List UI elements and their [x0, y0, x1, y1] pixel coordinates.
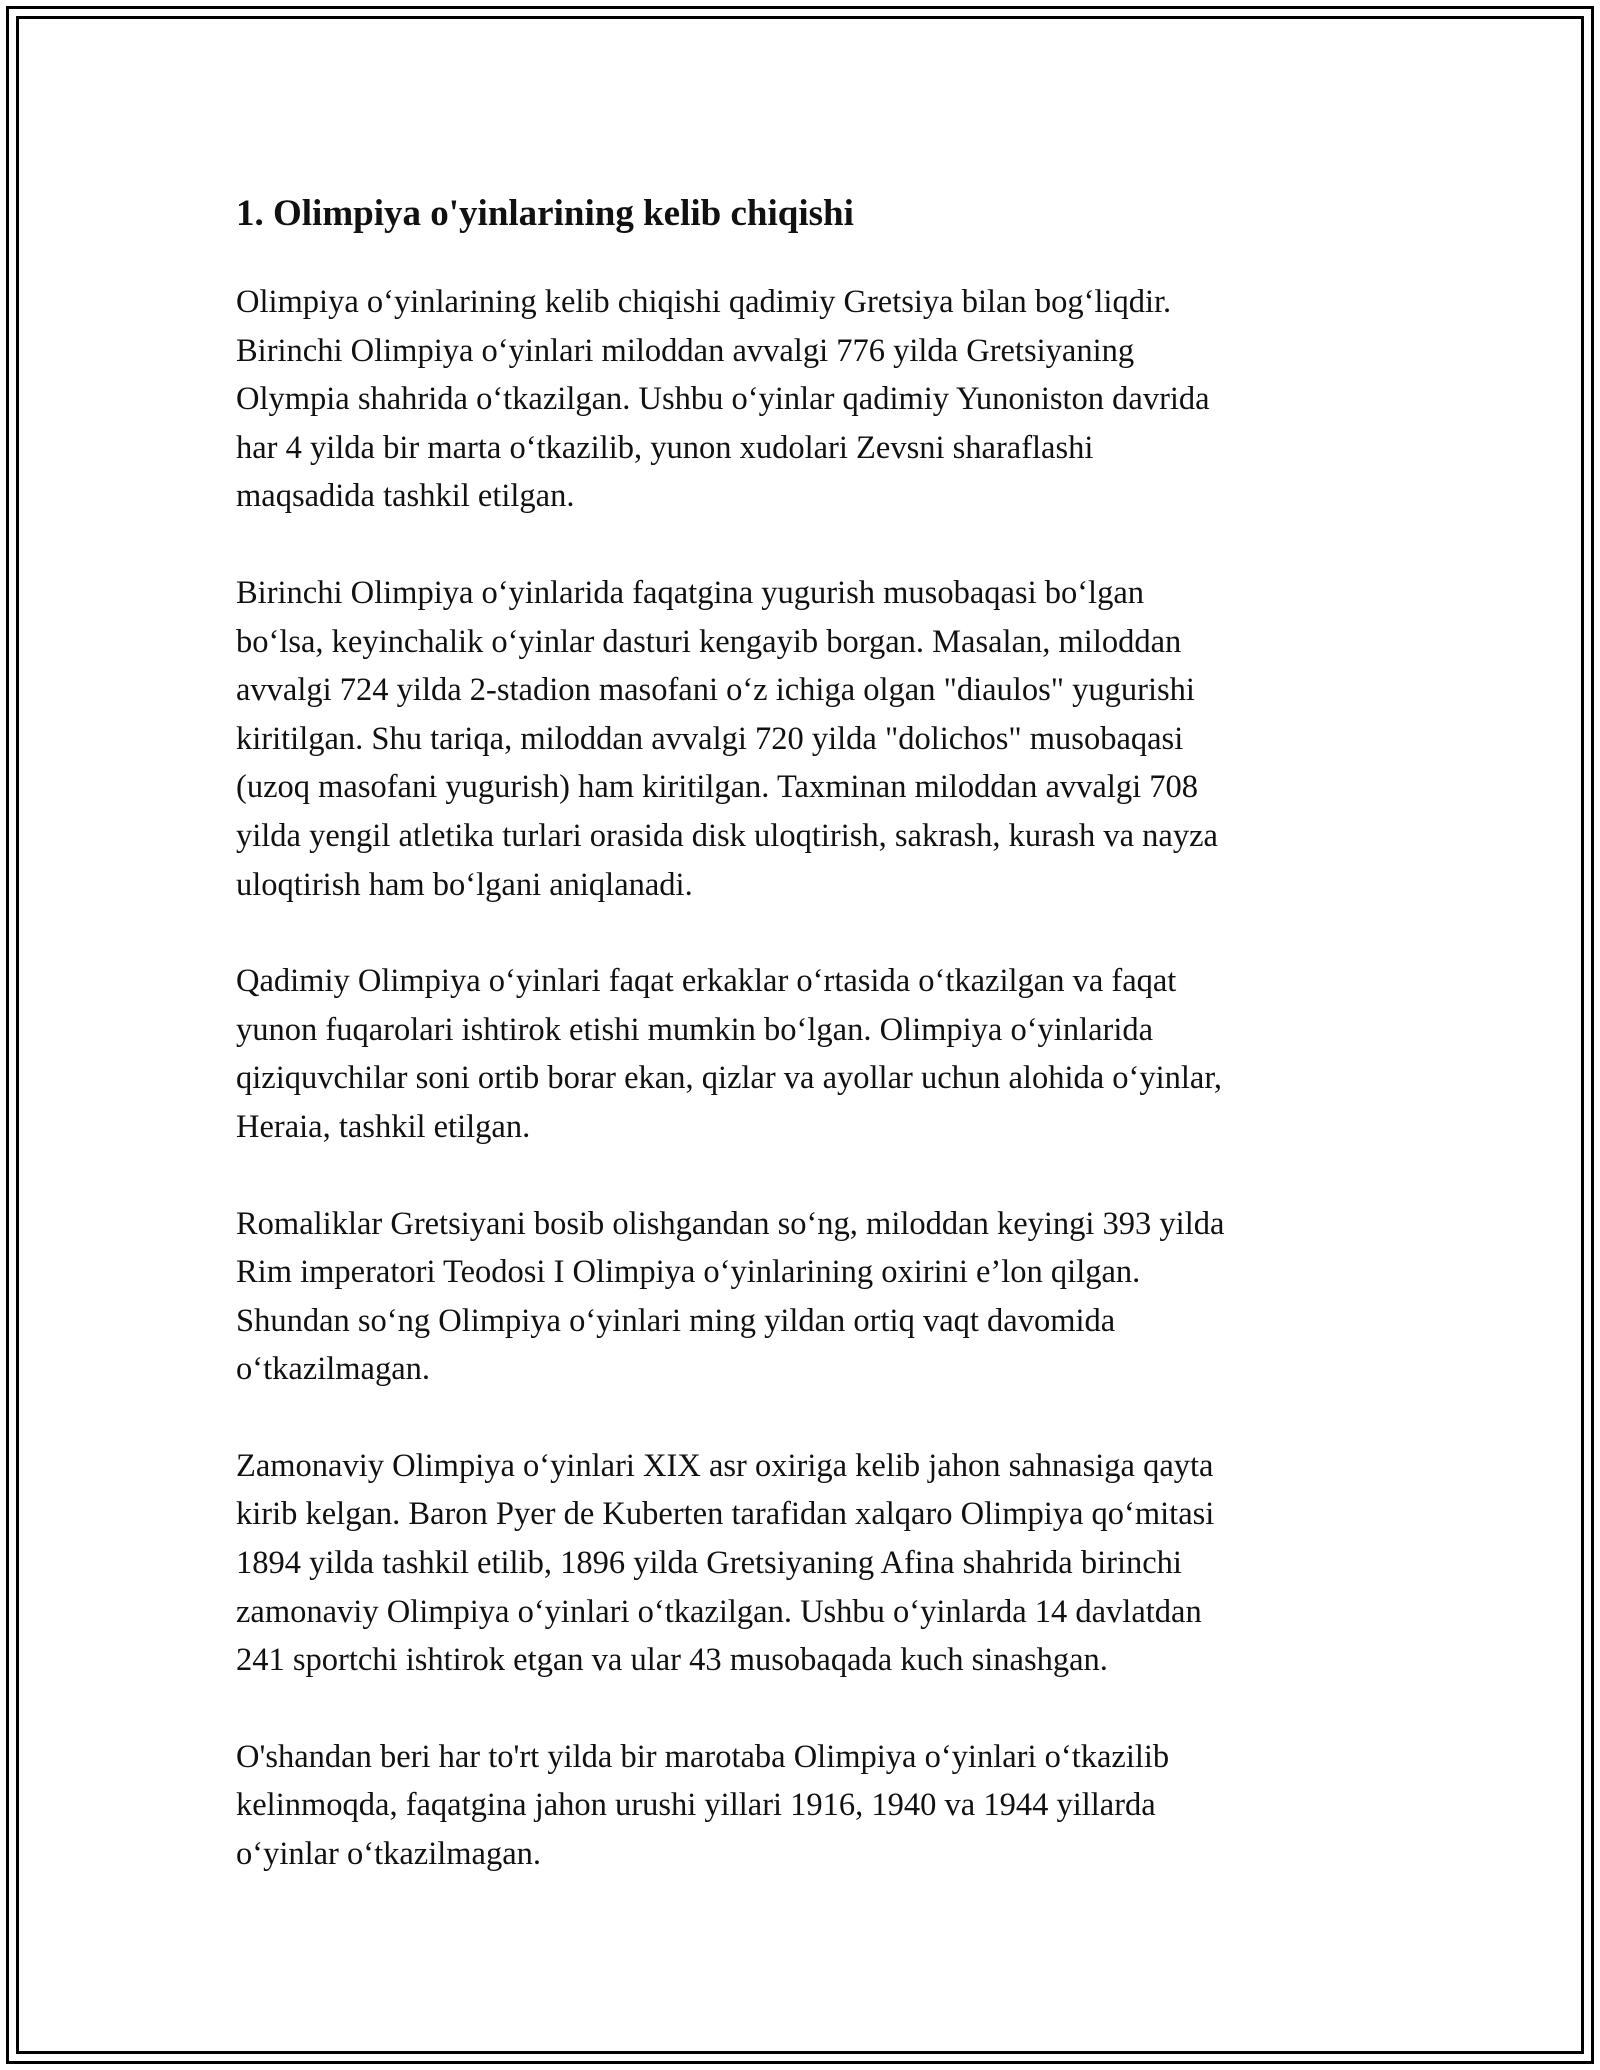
- paragraph-origins: Olimpiya o‘yinlarining kelib chiqishi qadimiy Gretsiya bilan bog‘liqdir. Birinchi Olimpiya o‘yinlari miloddan avvalgi 776 yilda Gretsiyaning Olympia shahrida o‘tkazilgan. Ushbu o‘yinlar qadimiy Yunoniston davrida har 4 yilda bir marta o‘tkazilib, yunon xudolari Zevsni sharaflashi maqsadida tashkil etilgan.: [236, 284, 1210, 515]
- document-body: [236, 186, 1376, 1927]
- section-heading: 1. Olimpiya o'yinlarining kelib chiqishi: [236, 193, 854, 234]
- paragraph-participants: Qadimiy Olimpiya o‘yinlari faqat erkaklar o‘rtasida o‘tkazilgan va faqat yunon fuqarolari ishtirok etishi mumkin bo‘lgan. Olimpiya o‘yinlarida qiziquvchilar soni ortib borar ekan, qizlar va ayollar uchun alohida o‘yinlar, Heraia, tashkil etilgan.: [236, 963, 1222, 1145]
- paragraph-modern-games: Zamonaviy Olimpiya o‘yinlari XIX asr oxiriga kelib jahon sahnasiga qayta kirib kelgan. Baron Pyer de Kuberten tarafidan xalqaro Olimpiya qo‘mitasi 1894 yilda tashkil etilib, 1896 yilda Gretsiyaning Afina shahrida birinchi zamonaviy Olimpiya o‘yinlari o‘tkazilgan. Ushbu o‘yinlarda 14 davlatdan 241 sportchi ishtirok etgan va ular 43 musobaqada kuch sinashgan.: [236, 1447, 1215, 1679]
- paragraph-end-of-ancient-games: Romaliklar Gretsiyani bosib olishgandan so‘ng, miloddan keyingi 393 yilda Rim imperatori Teodosi I Olimpiya o‘yinlarining oxirini e’lon qilgan. Shundan so‘ng Olimpiya o‘yinlari ming yildan ortiq vaqt davomida o‘tkazilmagan.: [236, 1205, 1225, 1388]
- paragraph-events: Birinchi Olimpiya o‘yinlarida faqatgina yugurish musobaqasi bo‘lgan bo‘lsa, keyinchalik o‘yinlar dasturi kengayib borgan. Masalan, miloddan avvalgi 724 yilda 2-stadion masofani o‘z ichiga olgan "diaulos" yugurishi kiritilgan. Shu tariqa, miloddan avvalgi 720 yilda "dolichos" musobaqasi (uzoq masofani yugurish) ham kiritilgan. Taxminan miloddan avvalgi 708 yilda yengil atletika turlari orasida disk uloqtirish, sakrash, kurash va nayza uloqtirish ham bo‘lgani aniqlanadi.: [236, 574, 1218, 903]
- paragraph-since-then: O'shandan beri har to'rt yilda bir marotaba Olimpiya o‘yinlari o‘tkazilib kelinmoqda, faqatgina jahon urushi yillari 1916, 1940 va 1944 yillarda o‘yinlar o‘tkazilmagan.: [236, 1738, 1170, 1873]
